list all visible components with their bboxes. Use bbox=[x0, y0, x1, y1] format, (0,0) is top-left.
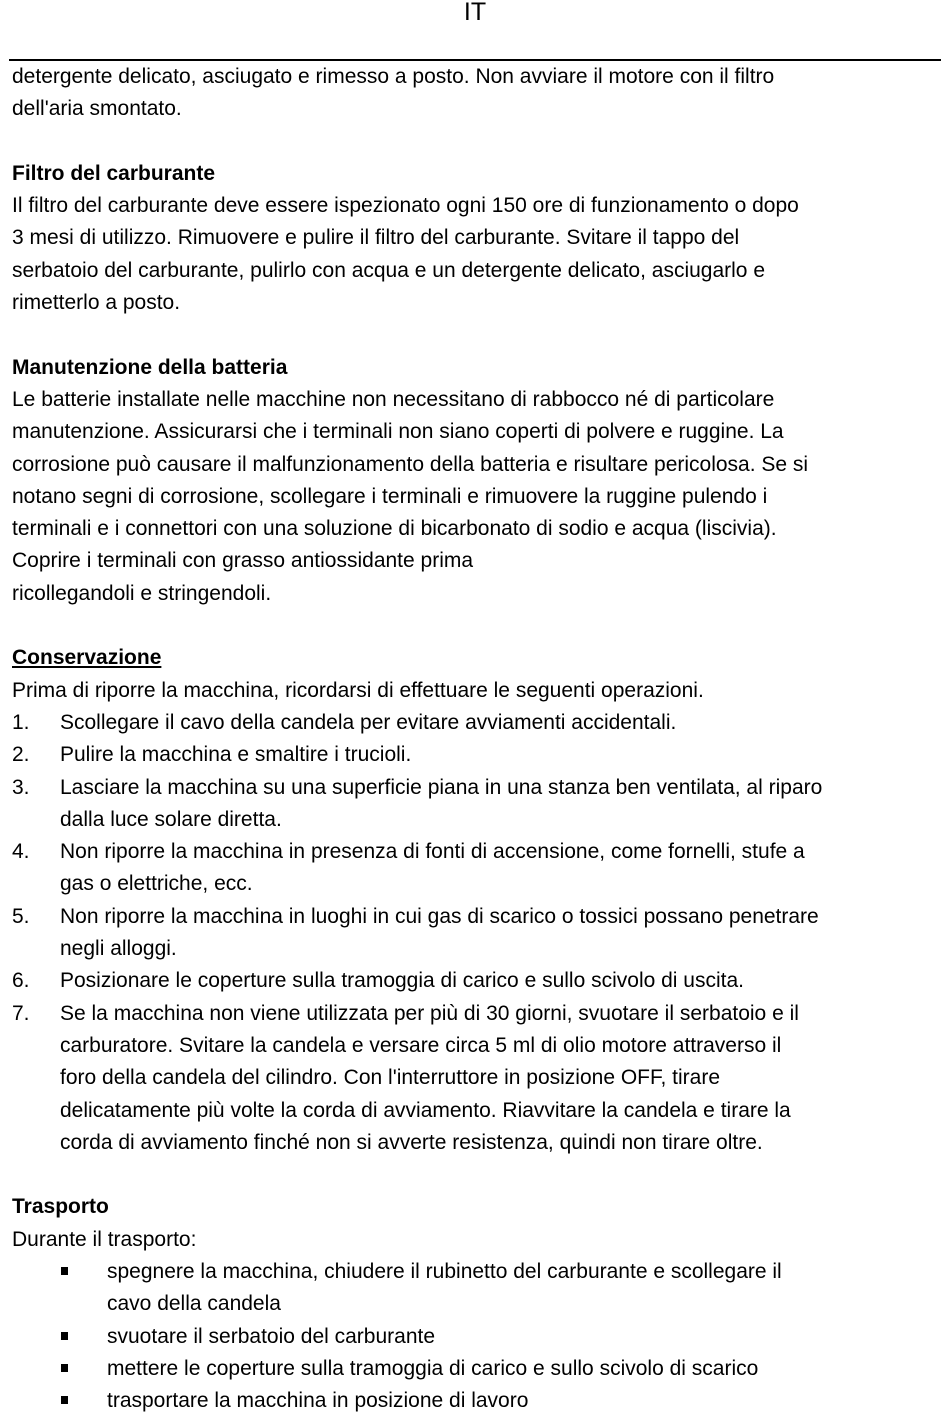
list-item-number: 6. bbox=[12, 969, 30, 993]
bullet-item-text: mettere le coperture sulla tramoggia di carico e sullo scivolo di scarico bbox=[107, 1356, 759, 1380]
bullet-item bbox=[12, 1321, 938, 1353]
bullet-item-text: svuotare il serbatoio del carburante bbox=[107, 1324, 436, 1348]
list-item-text: corda di avviamento finché non si avverte resistenza, quindi non tirare oltre. bbox=[60, 1130, 763, 1154]
bullet-item bbox=[12, 1353, 938, 1385]
text-line: Le batterie installate nelle macchine non necessitano di rabbocco né di particolare bbox=[12, 387, 775, 411]
text-line: detergente delicato, asciugato e rimesso a posto. Non avviare il motore con il filtro bbox=[12, 65, 775, 88]
bullet-item-text: trasportare la macchina in posizione di lavoro bbox=[107, 1389, 529, 1413]
square-bullet-icon bbox=[61, 1364, 68, 1372]
list-item bbox=[12, 901, 938, 966]
text-line: corrosione può causare il malfunzionamento della batteria e risultare pericolosa. Se si bbox=[12, 452, 809, 476]
list-item-number: 7. bbox=[12, 1001, 30, 1025]
list-item bbox=[12, 836, 938, 901]
list-item-text: Pulire la macchina e smaltire i trucioli. bbox=[60, 743, 412, 767]
transport-bullet-list bbox=[12, 1256, 938, 1417]
storage-intro: Prima di riporre la macchina, ricordarsi di effettuare le seguenti operazioni. bbox=[12, 678, 704, 702]
square-bullet-icon bbox=[61, 1267, 68, 1275]
bullet-item bbox=[12, 1385, 938, 1417]
list-item-text: dalla luce solare diretta. bbox=[60, 807, 282, 831]
list-item-text: gas o elettriche, ecc. bbox=[60, 872, 253, 896]
list-item-text: delicatamente più volte la corda di avviamento. Riavvitare la candela e tirare la bbox=[60, 1098, 791, 1122]
list-item-number: 3. bbox=[12, 775, 30, 799]
section-heading-fuel-filter: Filtro del carburante bbox=[12, 161, 216, 185]
list-item bbox=[12, 707, 938, 739]
spacer bbox=[12, 610, 938, 642]
list-item bbox=[12, 998, 938, 1159]
text-line: Coprire i terminali con grasso antiossidante prima bbox=[12, 549, 474, 573]
section-heading-storage: Conservazione bbox=[12, 646, 162, 670]
storage-steps-list bbox=[12, 707, 938, 1159]
square-bullet-icon bbox=[61, 1332, 68, 1340]
list-item-number: 1. bbox=[12, 710, 30, 734]
spacer bbox=[12, 1159, 938, 1191]
list-item-number: 5. bbox=[12, 904, 30, 928]
battery-paragraph bbox=[12, 384, 938, 610]
list-item-text: Lasciare la macchina su una superficie piana in una stanza ben ventilata, al riparo bbox=[60, 775, 823, 799]
list-item-number: 4. bbox=[12, 840, 30, 864]
section-heading-battery: Manutenzione della batteria bbox=[12, 355, 288, 379]
text-line: 3 mesi di utilizzo. Rimuovere e pulire il filtro del carburante. Svitare il tappo del bbox=[12, 226, 740, 250]
spacer bbox=[12, 126, 938, 158]
text-line: manutenzione. Assicurarsi che i terminali non siano coperti di polvere e ruggine. La bbox=[12, 420, 784, 444]
list-item-text: carburatore. Svitare la candela e versare circa 5 ml di olio motore attraverso il bbox=[60, 1033, 782, 1057]
fuel-filter-paragraph bbox=[12, 190, 938, 319]
list-item-text: Se la macchina non viene utilizzata per più di 30 giorni, svuotare il serbatoio e il bbox=[60, 1001, 799, 1025]
text-line: rimetterlo a posto. bbox=[12, 291, 181, 315]
square-bullet-icon bbox=[61, 1396, 68, 1404]
bullet-item-text: cavo della candela bbox=[107, 1292, 281, 1316]
transport-intro: Durante il trasporto: bbox=[12, 1227, 197, 1251]
text-line: serbatoio del carburante, pulirlo con acqua e un detergente delicato, asciugarlo e bbox=[12, 258, 765, 282]
list-item-text: negli alloggi. bbox=[60, 937, 177, 961]
text-line: Il filtro del carburante deve essere ispezionato ogni 150 ore di funzionamento o dopo bbox=[12, 194, 799, 218]
list-item bbox=[12, 739, 938, 771]
page-language-header: IT bbox=[463, 0, 487, 26]
text-line: ricollegandoli e stringendoli. bbox=[12, 581, 272, 605]
text-line: notano segni di corrosione, scollegare i terminali e rimuovere la ruggine pulendo i bbox=[12, 484, 768, 508]
list-item-text: Scollegare il cavo della candela per evitare avviamenti accidentali. bbox=[60, 710, 677, 734]
bullet-item bbox=[12, 1256, 938, 1321]
bullet-item-text: spegnere la macchina, chiudere il rubinetto del carburante e scollegare il bbox=[107, 1259, 782, 1283]
list-item-text: Posizionare le coperture sulla tramoggia di carico e sullo scivolo di uscita. bbox=[60, 969, 744, 993]
page-content bbox=[12, 61, 938, 1417]
list-item bbox=[12, 772, 938, 837]
spacer bbox=[12, 319, 938, 351]
list-item-text: foro della candela del cilindro. Con l'interruttore in posizione OFF, tirare bbox=[60, 1066, 721, 1090]
text-line: terminali e i connettori con una soluzione di bicarbonato di sodio e acqua (liscivia). bbox=[12, 517, 777, 541]
intro-paragraph bbox=[12, 61, 938, 126]
list-item-text: Non riporre la macchina in luoghi in cui gas di scarico o tossici possano penetrare bbox=[60, 904, 819, 928]
section-heading-transport: Trasporto bbox=[12, 1195, 109, 1219]
text-line: dell'aria smontato. bbox=[12, 97, 182, 121]
list-item bbox=[12, 965, 938, 997]
list-item-number: 2. bbox=[12, 743, 30, 767]
list-item-text: Non riporre la macchina in presenza di fonti di accensione, come fornelli, stufe a bbox=[60, 840, 805, 864]
